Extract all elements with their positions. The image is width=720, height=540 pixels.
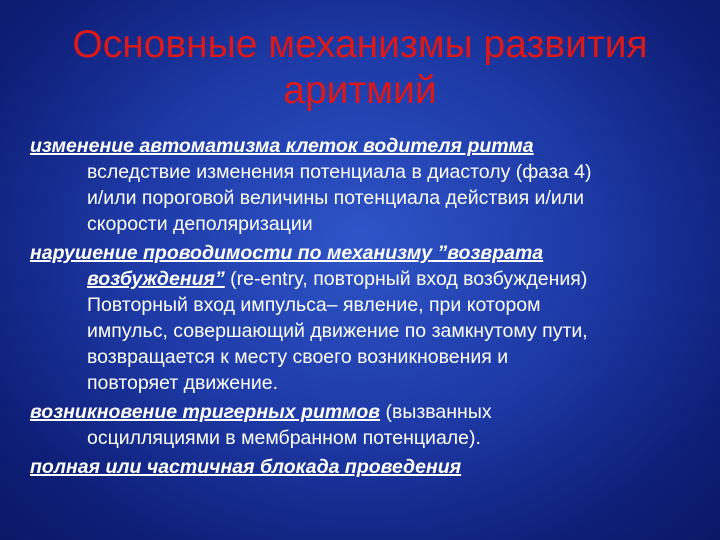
bullet-triggered-line: осцилляциями в мембранном потенциале). <box>87 427 481 449</box>
bullet-automaticity-line: и/или пороговой величины потенциала действия и/или <box>87 187 585 209</box>
bullet-triggered <box>30 399 710 451</box>
bullet-automaticity <box>30 133 710 237</box>
bullet-automaticity-line: вследствие изменения потенциала в диастолу (фаза 4) <box>87 161 592 183</box>
bullet-reentry-line: Повторный вход импульса– явление, при котором <box>87 294 541 316</box>
bullet-block <box>30 454 710 480</box>
bullet-triggered-heading: возникновение тригерных ритмов <box>30 401 381 423</box>
title-line-2: аритмий <box>283 69 437 112</box>
slide-content <box>30 133 710 483</box>
slide-title <box>40 22 680 114</box>
bullet-reentry-line: импульс, совершающий движение по замкнутому пути, <box>87 320 588 342</box>
bullet-reentry-suffix: (re-entry, повторный вход возбуждения) <box>224 268 588 290</box>
bullet-reentry-heading-part2: возбуждения” <box>87 268 225 290</box>
bullet-automaticity-heading: изменение автоматизма клеток водителя ритма <box>30 135 534 157</box>
bullet-reentry-heading-part1: нарушение проводимости по механизму ”возврата <box>30 242 544 264</box>
bullet-reentry-line: возвращается к месту своего возникновения и <box>87 346 509 368</box>
bullet-automaticity-line: скорости деполяризации <box>87 213 313 235</box>
bullet-triggered-suffix: (вызванных <box>380 401 492 423</box>
bullet-reentry <box>30 240 710 396</box>
title-line-1: Основные механизмы развития <box>72 23 648 66</box>
bullet-reentry-line: повторяет движение. <box>87 372 279 394</box>
bullet-block-heading: полная или частичная блокада проведения <box>30 456 462 478</box>
